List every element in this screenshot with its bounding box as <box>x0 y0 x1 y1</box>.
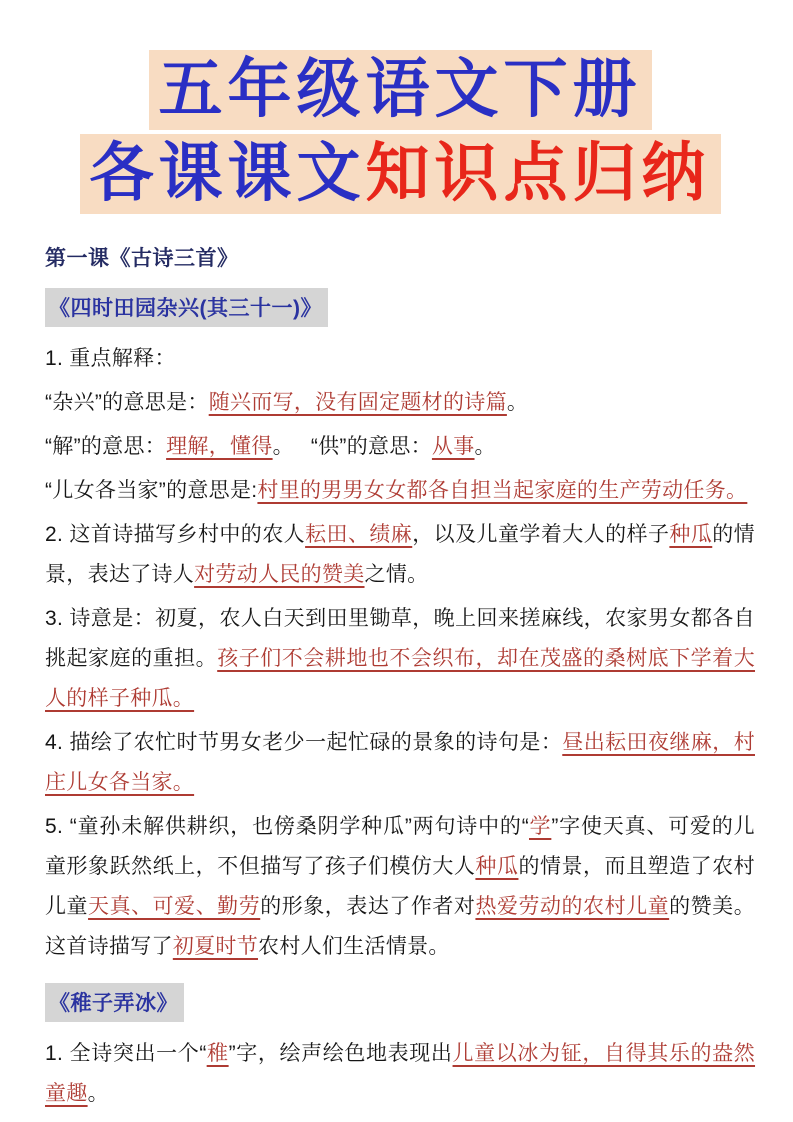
paragraph <box>45 383 755 423</box>
emphasis-red-text: 种瓜 <box>475 855 519 878</box>
emphasis-red-text: 热爱劳动的农村儿童 <box>475 895 670 918</box>
text-run: 1. 全诗突出一个“ <box>45 1042 207 1065</box>
paragraph <box>45 339 755 379</box>
text-run: 3. 诗意是：初夏，农人白天到田里锄草，晚上回来搓麻线，农家男女都各自挑起家庭的重担。 <box>45 607 755 670</box>
section-heading-poem-1: 《四时田园杂兴(其三十一)》 <box>45 288 328 327</box>
text-run: 的情景，表达了诗人 <box>45 523 755 586</box>
paragraph <box>45 515 755 595</box>
title-line-1 <box>45 50 755 130</box>
title-line-2 <box>45 134 755 214</box>
emphasis-red-text: 昼出耘田夜继麻，村庄儿女各当家。 <box>45 731 755 794</box>
text-run: ，以及儿童学着大人的样子 <box>412 523 670 546</box>
text-run: 5. “童孙未解供耕织，也傍桑阴学种瓜”两句诗中的“ <box>45 815 529 838</box>
emphasis-red-text: 随兴而写，没有固定题材的诗篇 <box>208 391 507 414</box>
text-run: 的形象，表达了作者对 <box>260 895 476 918</box>
page-title <box>45 50 755 214</box>
text-run: 。 <box>87 1082 109 1105</box>
emphasis-red-text: 孩子们不会耕地也不会织布，却在茂盛的桑树底下学着大人的样子种瓜。 <box>45 647 756 710</box>
paragraph <box>45 723 755 803</box>
text-run: 4. 描绘了农忙时节男女老少一起忙碌的景象的诗句是： <box>45 731 563 754</box>
text-run: 。 <box>506 391 529 414</box>
text-run: ”字使天真、可爱的儿童形象跃然纸上，不但描写了孩子们模仿大人 <box>45 815 755 878</box>
emphasis-red-text: 初夏时节 <box>172 935 259 958</box>
title-line2-red-text: 知识点归纳 <box>365 137 711 209</box>
text-run: 。 “供”的意思： <box>272 435 432 458</box>
emphasis-red-text: 学 <box>529 815 552 838</box>
title-line1-text: 五年级语文下册 <box>149 50 652 130</box>
emphasis-red-text: 对劳动人民的赞美 <box>194 563 365 586</box>
text-run: 的赞美。这首诗描写了 <box>45 895 756 958</box>
lesson-heading: 第一课《古诗三首》 <box>45 247 239 270</box>
emphasis-red-text: 天真、可爱、勤劳 <box>88 895 261 918</box>
text-run: 之情。 <box>364 563 429 586</box>
text-run: 1. 重点解释： <box>45 347 176 370</box>
text-run: “儿女各当家”的意思是: <box>45 479 258 502</box>
text-run: “解”的意思： <box>45 435 167 458</box>
section-heading-poem-2: 《稚子弄冰》 <box>45 983 184 1022</box>
text-run: “杂兴”的意思是： <box>45 391 209 414</box>
text-run: 农村人们生活情景。 <box>258 935 450 958</box>
paragraph <box>45 1034 755 1114</box>
emphasis-red-text: 耘田、绩麻 <box>305 523 413 546</box>
text-run: 的情景，而且塑造了农村儿童 <box>45 855 755 918</box>
paragraph <box>45 807 755 967</box>
title-line2-highlight <box>80 134 721 214</box>
emphasis-red-text: 理解，懂得 <box>166 435 273 458</box>
paragraph <box>45 427 755 467</box>
text-run: 。 <box>474 435 496 458</box>
paragraph <box>45 599 755 719</box>
text-run: 2. 这首诗描写乡村中的农人 <box>45 523 306 546</box>
paragraph <box>45 471 755 511</box>
emphasis-red-text: 从事 <box>431 435 475 458</box>
emphasis-red-text: 儿童以冰为钲，自得其乐的盎然童趣 <box>45 1042 756 1105</box>
title-line2-blue-text: 各课课文 <box>89 137 366 209</box>
emphasis-red-text: 种瓜 <box>669 523 713 546</box>
text-run: ”字，绘声绘色地表现出 <box>228 1042 453 1065</box>
emphasis-red-text: 村里的男男女女都各自担当起家庭的生产劳动任务。 <box>257 479 748 502</box>
emphasis-red-text: 稚 <box>206 1042 229 1065</box>
